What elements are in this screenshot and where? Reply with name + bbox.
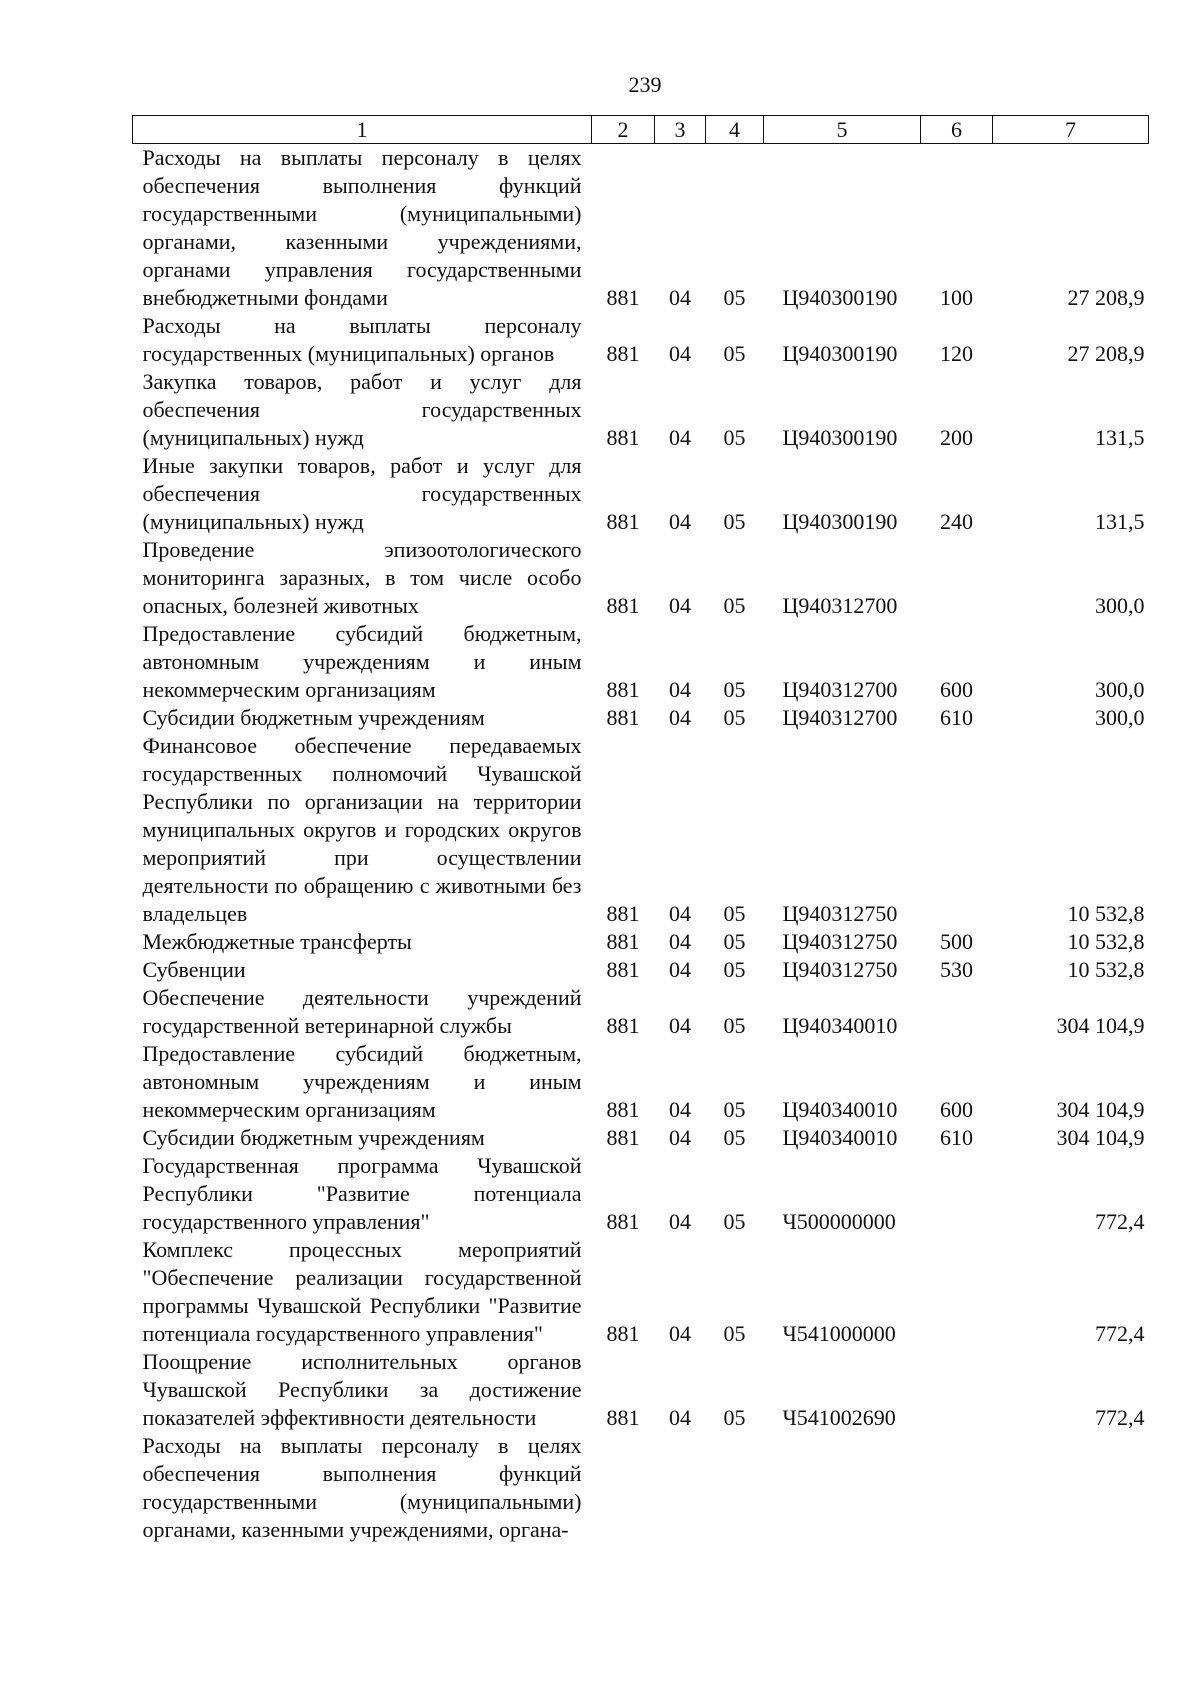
section-code: 04: [669, 1097, 691, 1122]
section-code: 04: [669, 901, 691, 926]
expense-type-code: 610: [940, 705, 973, 730]
section-code: 04: [669, 341, 691, 366]
ministry-code: 881: [606, 593, 640, 618]
target-article-code: Ц940312750: [782, 929, 898, 954]
ministry-code: 881: [606, 425, 640, 450]
table-row: [133, 144, 1149, 313]
ministry-code: 881: [606, 285, 640, 310]
row-description: Расходы на выплаты персоналу в целях обеспечения выполнения функций государственными (муниципальными) органами, казенными учреждениями, органа-: [142, 1433, 582, 1542]
ministry-code: 881: [606, 1209, 640, 1234]
target-article-code: Ч500000000: [782, 1209, 896, 1234]
table-row: [133, 1348, 1149, 1432]
section-code: 04: [669, 1321, 691, 1346]
header-col-3: 3: [655, 116, 706, 144]
table-row: [133, 704, 1149, 732]
amount: 304 104,9: [1056, 1125, 1145, 1150]
section-code: 04: [669, 509, 691, 534]
header-col-1: 1: [133, 116, 592, 144]
target-article-code: Ц940300190: [782, 509, 898, 534]
row-description: Субвенции: [142, 957, 246, 982]
subsection-code: 05: [723, 1405, 746, 1430]
section-code: 04: [669, 677, 691, 702]
target-article-code: Ц940300190: [782, 425, 898, 450]
amount: 300,0: [1095, 593, 1145, 618]
expense-type-code: [921, 1152, 993, 1236]
target-article-code: Ц940312700: [782, 705, 898, 730]
amount: 772,4: [1095, 1209, 1145, 1234]
header-col-2: 2: [592, 116, 655, 144]
target-article-code: Ц940312700: [782, 593, 898, 618]
expense-type-code: 530: [940, 957, 973, 982]
expense-type-code: 600: [940, 1097, 973, 1122]
subsection-code: 05: [723, 425, 746, 450]
table-row: [133, 312, 1149, 368]
table-row: [133, 1040, 1149, 1124]
table-row: [133, 732, 1149, 928]
amount: 27 208,9: [1067, 341, 1145, 366]
table-body: [133, 144, 1149, 1545]
subsection-code: 05: [723, 1013, 746, 1038]
amount: 300,0: [1095, 677, 1145, 702]
table-row: [133, 928, 1149, 956]
table-row: [133, 1152, 1149, 1236]
section-code: 04: [669, 1209, 691, 1234]
ministry-code: 881: [606, 1405, 640, 1430]
amount: 304 104,9: [1056, 1097, 1145, 1122]
amount: 772,4: [1095, 1405, 1145, 1430]
section-code: 04: [669, 593, 691, 618]
table-row: [133, 1236, 1149, 1348]
row-description: Межбюджетные трансферты: [142, 929, 412, 954]
target-article-code: Ц940340010: [782, 1097, 898, 1122]
subsection-code: 05: [723, 901, 746, 926]
header-col-4: 4: [706, 116, 764, 144]
expense-type-code: 100: [940, 285, 973, 310]
subsection-code: 05: [723, 341, 746, 366]
target-article-code: Ц940312750: [782, 957, 898, 982]
amount: 10 532,8: [1067, 901, 1145, 926]
row-description: Субсидии бюджетным учреждениям: [142, 1125, 485, 1150]
ministry-code: 881: [606, 1125, 640, 1150]
expense-type-code: [921, 536, 993, 620]
subsection-code: 05: [723, 677, 746, 702]
expense-type-code: 200: [940, 425, 973, 450]
target-article-code: Ч541002690: [782, 1405, 896, 1430]
header-col-5: 5: [764, 116, 921, 144]
expense-type-code: [921, 732, 993, 928]
subsection-code: 05: [723, 1209, 746, 1234]
target-article-code: Ч541000000: [782, 1321, 896, 1346]
expense-type-code: 610: [940, 1125, 973, 1150]
subsection-code: 05: [723, 593, 746, 618]
table-header-row: [133, 116, 1149, 144]
amount: [993, 1432, 1149, 1544]
section-code: 04: [669, 957, 691, 982]
row-description: Расходы на выплаты персоналу в целях обеспечения выполнения функций государственными (муниципальными) органами, казенными учреждениями, органами управления государственными внебюджетными фондами: [142, 145, 582, 310]
header-col-7: 7: [993, 116, 1149, 144]
target-article-code: Ц940340010: [782, 1013, 898, 1038]
subsection-code: 05: [723, 705, 746, 730]
ministry-code: 881: [606, 957, 640, 982]
ministry-code: 881: [606, 1013, 640, 1038]
row-description: Иные закупки товаров, работ и услуг для обеспечения государственных (муниципальных) нужд: [142, 453, 582, 534]
row-description: Предоставление субсидий бюджетным, автономным учреждениям и иным некоммерческим организациям: [142, 1041, 582, 1122]
row-description: Государственная программа Чувашской Республики "Развитие потенциала государственного управления": [142, 1153, 582, 1234]
amount: 772,4: [1095, 1321, 1145, 1346]
expense-type-code: [921, 984, 993, 1040]
section-code: 04: [669, 929, 691, 954]
expense-type-code: 500: [940, 929, 973, 954]
target-article-code: Ц940300190: [782, 285, 898, 310]
table-row: [133, 984, 1149, 1040]
ministry-code: 881: [606, 509, 640, 534]
target-article-code: Ц940340010: [782, 1125, 898, 1150]
ministry-code: 881: [606, 1321, 640, 1346]
header-col-6: 6: [921, 116, 993, 144]
table-row: [133, 452, 1149, 536]
row-description: Поощрение исполнительных органов Чувашской Республики за достижение показателей эффективности деятельности: [142, 1349, 582, 1430]
table-row: [133, 1124, 1149, 1152]
subsection-code: 05: [723, 957, 746, 982]
expense-type-code: 600: [940, 677, 973, 702]
amount: 27 208,9: [1067, 285, 1145, 310]
section-code: 04: [669, 1405, 691, 1430]
subsection-code: 05: [723, 509, 746, 534]
ministry-code: 881: [606, 677, 640, 702]
expense-type-code: 120: [940, 341, 973, 366]
row-description: Субсидии бюджетным учреждениям: [142, 705, 485, 730]
expense-type-code: [921, 1236, 993, 1348]
ministry-code: 881: [606, 1097, 640, 1122]
ministry-code: [592, 1432, 655, 1544]
table-row: [133, 368, 1149, 452]
target-article-code: Ц940312750: [782, 901, 898, 926]
section-code: 04: [669, 705, 691, 730]
expense-type-code: [921, 1348, 993, 1432]
budget-table: [132, 115, 1149, 1544]
target-article-code: [764, 1432, 921, 1544]
target-article-code: Ц940300190: [782, 341, 898, 366]
row-description: Закупка товаров, работ и услуг для обеспечения государственных (муниципальных) нужд: [142, 369, 582, 450]
section-code: [655, 1432, 706, 1544]
amount: 304 104,9: [1056, 1013, 1145, 1038]
section-code: 04: [669, 1013, 691, 1038]
table-row: [133, 1432, 1149, 1544]
expense-type-code: [921, 1432, 993, 1544]
amount: 131,5: [1095, 425, 1145, 450]
row-description: Расходы на выплаты персоналу государственных (муниципальных) органов: [142, 313, 582, 366]
table-row: [133, 620, 1149, 704]
amount: 131,5: [1095, 509, 1145, 534]
row-description: Проведение эпизоотологического мониторинга заразных, в том числе особо опасных, болезней животных: [142, 537, 582, 618]
table-row: [133, 956, 1149, 984]
row-description: Финансовое обеспечение передаваемых государственных полномочий Чувашской Республики по организации на территории муниципальных округов и городских округов мероприятий при осуществлении деятельности по обращению с животными без владельцев: [142, 733, 582, 926]
ministry-code: 881: [606, 929, 640, 954]
subsection-code: 05: [723, 285, 746, 310]
section-code: 04: [669, 1125, 691, 1150]
row-description: Обеспечение деятельности учреждений государственной ветеринарной службы: [142, 985, 582, 1038]
ministry-code: 881: [606, 705, 640, 730]
target-article-code: Ц940312700: [782, 677, 898, 702]
subsection-code: 05: [723, 929, 746, 954]
subsection-code: 05: [723, 1125, 746, 1150]
amount: 300,0: [1095, 705, 1145, 730]
ministry-code: 881: [606, 341, 640, 366]
subsection-code: 05: [723, 1097, 746, 1122]
subsection-code: 05: [723, 1321, 746, 1346]
amount: 10 532,8: [1067, 929, 1145, 954]
subsection-code: [706, 1432, 764, 1544]
page-number: 239: [628, 72, 662, 97]
row-description: Комплекс процессных мероприятий "Обеспечение реализации государственной программы Чувашской Республики "Развитие потенциала государственного управления": [142, 1237, 582, 1346]
row-description: Предоставление субсидий бюджетным, автономным учреждениям и иным некоммерческим организациям: [142, 621, 582, 702]
section-code: 04: [669, 285, 691, 310]
table-row: [133, 536, 1149, 620]
ministry-code: 881: [606, 901, 640, 926]
section-code: 04: [669, 425, 691, 450]
expense-type-code: 240: [940, 509, 973, 534]
amount: 10 532,8: [1067, 957, 1145, 982]
